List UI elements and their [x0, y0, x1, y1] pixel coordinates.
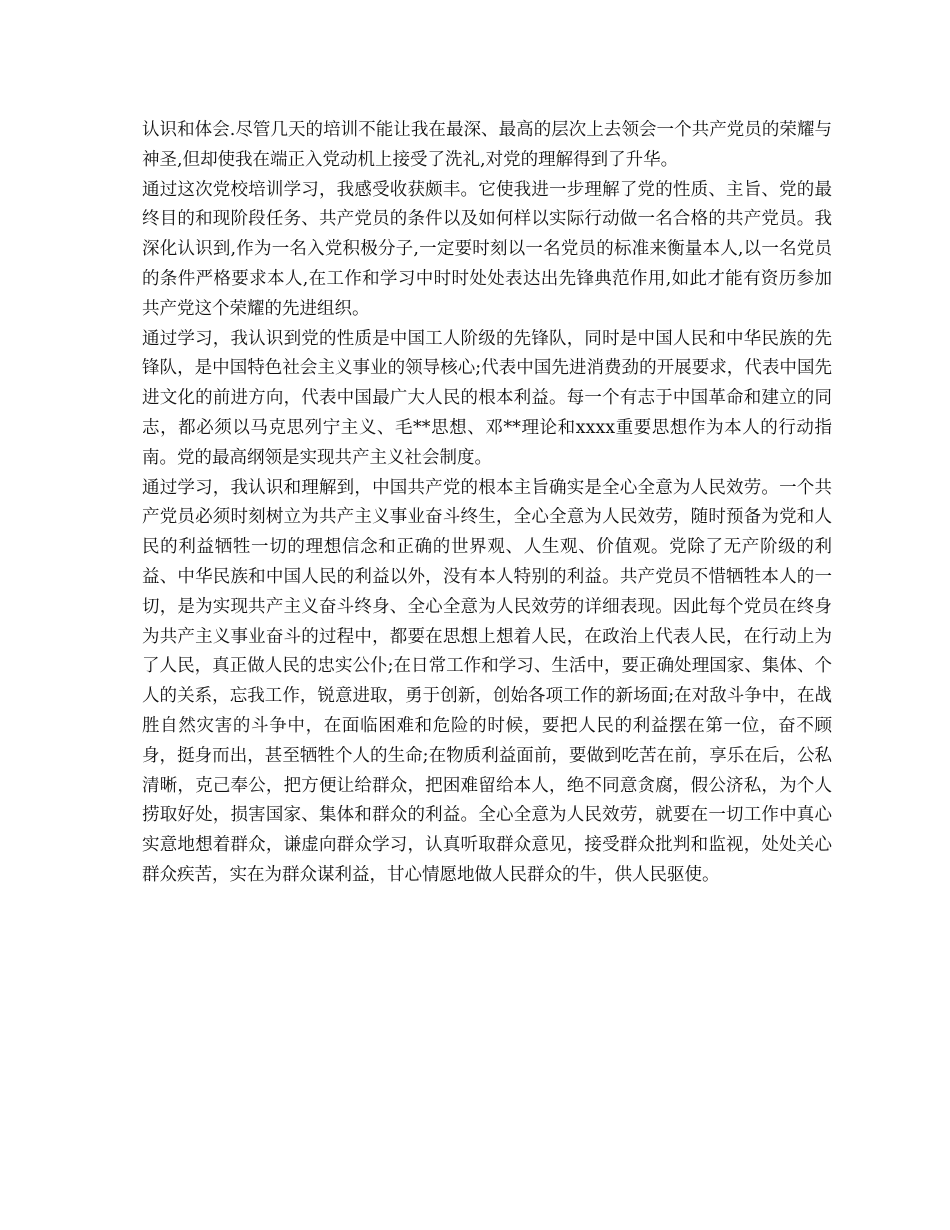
document-body: [142, 116, 832, 891]
paragraph-training-reflection: 认识和体会.尽管几天的培训不能让我在最深、最高的层次上去领会一个共产党员的荣耀与神圣,但却使我在端正入党动机上接受了洗礼,对党的理解得到了升华。: [142, 120, 832, 170]
paragraph-party-school-gains: 通过这次党校培训学习，我感受收获颇丰。它使我进一步理解了党的性质、主旨、党的最终目的和现阶段任务、共产党员的条件以及如何样以实际行动做一名合格的共产党员。我深化认识到,作为一名入党积极分子,一定要时刻以一名党员的标准来衡量本人,以一名党员的条件严格要求本人,在工作和学习中时时处处表达出先锋典范作用,如此才能有资历参加共产党这个荣耀的先进组织。: [142, 179, 832, 319]
paragraph-serve-the-people: 通过学习，我认识和理解到，中国共产党的根本主旨确实是全心全意为人民效劳。一个共产党员必须时刻树立为共产主义事业奋斗终生，全心全意为人民效劳，随时预备为党和人民的利益牺牲一切的理想信念和正确的世界观、人生观、价值观。党除了无产阶级的利益、中华民族和中国人民的利益以外，没有本人特别的利益。共产党员不惜牺牲本人的一切，是为实现共产主义奋斗终身、全心全意为人民效劳的详细表现。因此每个党员在终身为共产主义事业奋斗的过程中，都要在思想上想着人民，在政治上代表人民，在行动上为了人民，真正做人民的忠实公仆;在日常工作和学习、生活中，要正确处理国家、集体、个人的关系，忘我工作，锐意进取，勇于创新，创始各项工作的新场面;在对敌斗争中，在战胜自然灾害的斗争中，在面临困难和危险的时候，要把人民的利益摆在第一位，奋不顾身，挺身而出，甚至牺牲个人的生命;在物质利益面前，要做到吃苦在前，享乐在后，公私清晰，克己奉公，把方便让给群众，把困难留给本人，绝不同意贪腐，假公济私，为个人捞取好处，损害国家、集体和群众的利益。全心全意为人民效劳，就要在一切工作中真心实意地想着群众，谦虚向群众学习，认真听取群众意见，接受群众批判和监视，处处关心群众疾苦，实在为群众谋利益，甘心情愿地做人民群众的牛，供人民驱使。: [142, 477, 832, 885]
paragraph-party-nature: 通过学习，我认识到党的性质是中国工人阶级的先锋队，同时是中国人民和中华民族的先锋队，是中国特色社会主义事业的领导核心;代表中国先进消费劲的开展要求，代表中国先进文化的前进方向，代表中国最广大人民的根本利益。每一个有志于中国革命和建立的同志，都必须以马克思列宁主义、毛**思想、邓**理论和xxxx重要思想作为本人的行动指南。党的最高纲领是实现共产主义社会制度。: [142, 328, 832, 468]
